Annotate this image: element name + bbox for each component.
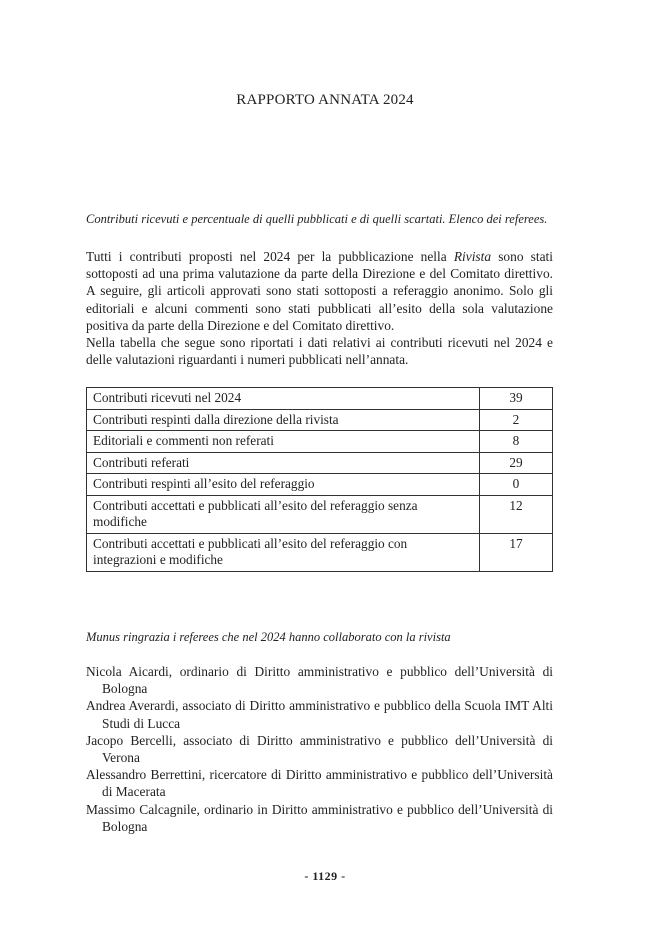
list-item: Massimo Calcagnile, ordinario in Diritto amministrativo e pubblico dell’Università di Bologna <box>86 801 553 834</box>
section-heading-referees: Munus ringrazia i referees che nel 2024 hanno collaborato con la rivista <box>86 630 451 644</box>
intro-paragraph-2: Nella tabella che segue sono riportati i dati relativi ai contributi ricevuti nel 2024 e delle valutazioni riguardanti i numeri pubblicati nell’annata. <box>86 335 553 368</box>
row-label: Contributi referati <box>87 452 480 474</box>
journal-name: Rivista <box>453 249 492 264</box>
intro-paragraph-1 <box>86 248 553 334</box>
row-value: 2 <box>480 409 553 431</box>
intro-text <box>86 248 553 368</box>
referee-list <box>86 663 553 835</box>
row-label: Contributi accettati e pubblicati all’esito del referaggio con integrazioni e modifiche <box>87 533 480 571</box>
table-row <box>87 495 553 533</box>
row-value: 17 <box>480 533 553 571</box>
row-label: Editoriali e commenti non referati <box>87 431 480 453</box>
table-row <box>87 474 553 496</box>
contributions-table <box>86 387 553 572</box>
row-label: Contributi respinti all’esito del referaggio <box>87 474 480 496</box>
row-value: 8 <box>480 431 553 453</box>
page-number: - 1129 - <box>304 869 346 883</box>
intro-p1-start: Tutti i contributi proposti nel 2024 per la pubblicazione nella <box>86 249 454 264</box>
row-label: Contributi accettati e pubblicati all’esito del referaggio senza modifiche <box>87 495 480 533</box>
section-heading-contributions: Contributi ricevuti e percentuale di quelli pubblicati e di quelli scartati. Elenco dei referees. <box>86 212 548 226</box>
list-item: Nicola Aicardi, ordinario di Diritto amministrativo e pubblico dell’Università di Bologna <box>86 664 553 697</box>
list-item: Alessandro Berrettini, ricercatore di Diritto amministrativo e pubblico dell’Università di Macerata <box>86 767 553 800</box>
table-row <box>87 388 553 410</box>
row-value: 0 <box>480 474 553 496</box>
list-item: Andrea Averardi, associato di Diritto amministrativo e pubblico della Scuola IMT Alti Studi di Lucca <box>86 698 553 731</box>
row-label: Contributi respinti dalla direzione della rivista <box>87 409 480 431</box>
list-item: Jacopo Bercelli, associato di Diritto amministrativo e pubblico dell’Università di Verona <box>86 732 553 766</box>
intro-p1-end: sono stati sottoposti ad una prima valutazione da parte della Direzione e del Comitato direttivo. A seguire, gli articoli approvati sono stati sottoposti a referaggio anonimo. Solo gli editoriali e alcuni commenti sono stati pubblicati all’esito della sola valutazione positiva da parte della Direzione e del Comitato direttivo. <box>86 249 553 333</box>
row-value: 12 <box>480 495 553 533</box>
page-title: RAPPORTO ANNATA 2024 <box>236 92 414 108</box>
table-row <box>87 431 553 453</box>
table-row <box>87 452 553 474</box>
table-row <box>87 409 553 431</box>
row-label: Contributi ricevuti nel 2024 <box>87 388 480 410</box>
row-value: 39 <box>480 388 553 410</box>
row-value: 29 <box>480 452 553 474</box>
table-row <box>87 533 553 571</box>
